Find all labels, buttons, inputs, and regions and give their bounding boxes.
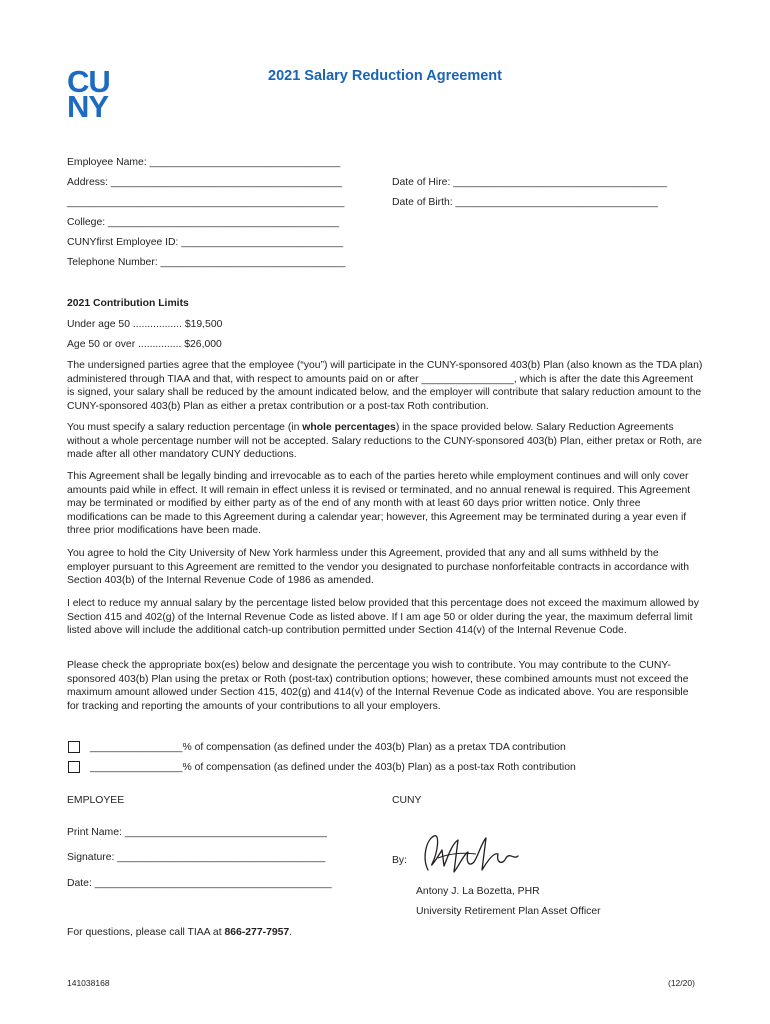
agreement-paragraph-6: Please check the appropriate box(es) below and designate the percentage you wish to contribute. You may contribute to the CUNY-sponsored 403(b) Plan using the pretax or Roth (post-tax) contribution options; however, these combined amounts must not exceed the maximum amount allowed under Section 415, 402(g) and 414(v) of the Internal Revenue Code as indicated above. You are responsible for tracking and reporting the amounts of your contributions to all your employers.: [67, 660, 689, 712]
handwritten-signature: [418, 830, 522, 878]
date-of-hire-field[interactable]: Date of Hire: _____________________________________: [392, 177, 668, 188]
date-field[interactable]: Date: _________________________________________: [67, 878, 332, 889]
employee-heading: EMPLOYEE: [67, 795, 125, 806]
by-label: By:: [392, 855, 408, 866]
cuny-heading: CUNY: [392, 795, 422, 806]
p2-text-b: ) in the space provided below. Salary Reduction Agreements without a whole percentage number will not be accepted. Salary reductions to the CUNY-sponsored 403(b) Plan, either pretax or Roth, are made after all other mandatory CUNY deductions.: [67, 422, 702, 461]
signature-field[interactable]: Signature: ____________________________________: [67, 852, 326, 863]
agreement-paragraph-4: You agree to hold the City University of New York harmless under this Agreement, provided that any and all sums withheld by the employer pursuant to this Agreement are remitted to the vendor you designated to purchase nonforfeitable contracts in accordance with Section 403(b) of the Internal Revenue Code of 1986 as amended.: [67, 548, 690, 587]
p2-bold-text: whole percentages: [302, 422, 396, 433]
form-number: 141038168: [67, 978, 110, 988]
tiaa-phone: 866-277-7957: [224, 927, 290, 938]
revision-date: (12/20): [668, 978, 695, 988]
roth-option-label: ________________% of compensation (as defined under the 403(b) Plan) as a post-tax Roth contribution: [90, 762, 576, 773]
agreement-paragraph-5: I elect to reduce my annual salary by the percentage listed below provided that this percentage does not exceed the maximum allowed by Section 415 and 402(g) of the Internal Revenue Code as listed above. If I am age 50 or older during the year, the maximum deferral limit listed above will include the additional catch-up contribution permitted under Section 414(v) of the Internal Revenue Code.: [67, 598, 699, 637]
employee-name-field[interactable]: Employee Name: _________________________________: [67, 157, 341, 168]
limit-over-50: Age 50 or over ............... $26,000: [67, 339, 222, 350]
logo-line-2: NY: [67, 89, 109, 124]
agreement-paragraph-3: This Agreement shall be legally binding and irrevocable as to each of the parties hereto while employment continues and will only cover amounts paid while in effect. It will remain in effect unless it is revised or terminated, and no annual renewal is required. This Agreement may be terminated or modified by either party as of the end of any month with at least 60 days prior written notice. Only three modifications can be made to this Agreement during a calendar year; however, this Agreement may be terminated during a year even if three prior modifications have been made.: [67, 471, 691, 537]
limits-heading: 2021 Contribution Limits: [67, 298, 189, 309]
officer-title: University Retirement Plan Asset Officer: [416, 906, 601, 917]
limit-under-50: Under age 50 ................. $19,500: [67, 319, 223, 330]
page-title: 2021 Salary Reduction Agreement: [268, 68, 502, 84]
address-field[interactable]: Address: ________________________________________: [67, 177, 343, 188]
address-line-2-field[interactable]: ________________________________________________: [67, 197, 345, 208]
p2-text-a: You must specify a salary reduction percentage (in: [67, 422, 303, 433]
telephone-field[interactable]: Telephone Number: ________________________________: [67, 257, 346, 268]
pretax-checkbox[interactable]: [68, 741, 80, 753]
questions-end: .: [289, 927, 293, 938]
agreement-paragraph-2: [67, 421, 703, 462]
logo-line-1: CU: [67, 64, 110, 99]
print-name-field[interactable]: Print Name: ___________________________________: [67, 827, 327, 838]
roth-checkbox[interactable]: [68, 761, 80, 773]
questions-line: [67, 927, 292, 938]
agreement-paragraph-1: The undersigned parties agree that the employee (“you”) will participate in the CUNY-sponsored 403(b) Plan (also known as the TDA plan) administered through TIAA and that, with respect to amounts paid on or after ________________, which is after the date this Agreement is signed, your salary shall be reduced by the amount indicated below, and the employer will contribute that salary reduction amount to the CUNY-sponsored 403(b) Plan as either a pretax contribution or a post-tax Roth contribution.: [67, 360, 703, 412]
pretax-option-label: ________________% of compensation (as defined under the 403(b) Plan) as a pretax TDA contribution: [90, 742, 566, 753]
college-field[interactable]: College: ________________________________________: [67, 217, 340, 228]
date-of-birth-field[interactable]: Date of Birth: ___________________________________: [392, 197, 658, 208]
cunyfirst-id-field[interactable]: CUNYfirst Employee ID: ____________________________: [67, 237, 344, 248]
officer-name: Antony J. La Bozetta, PHR: [416, 886, 540, 897]
questions-text: For questions, please call TIAA at: [67, 927, 225, 938]
